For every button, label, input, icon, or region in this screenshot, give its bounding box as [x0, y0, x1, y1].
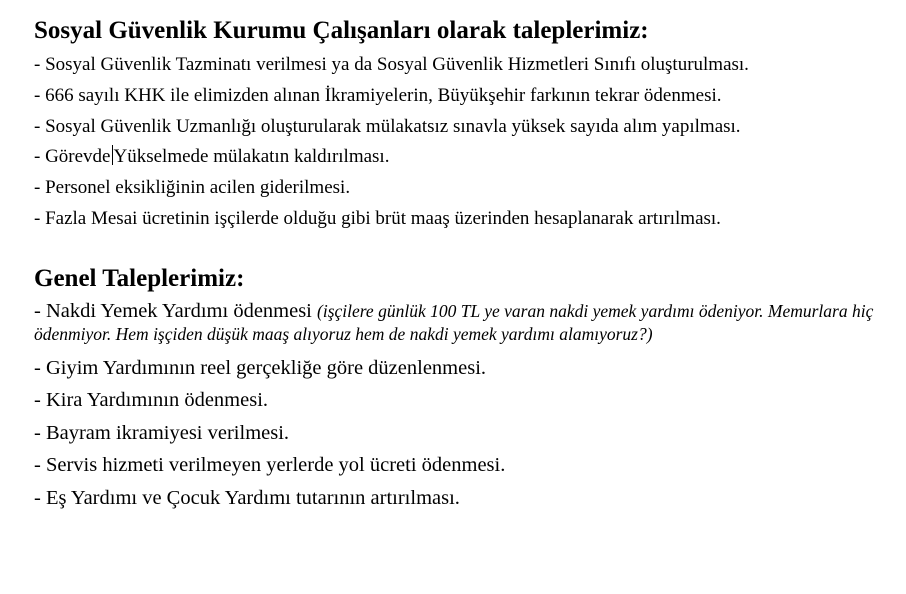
sgk-employees-demands-section — [34, 14, 894, 235]
general-demands-section — [34, 262, 894, 515]
list-item: - Sosyal Güvenlik Tazminatı verilmesi ya da Sosyal Güvenlik Hizmetleri Sınıfı oluşturulması. — [34, 54, 749, 75]
list-item: - Bayram ikramiyesi verilmesi. — [34, 421, 290, 444]
section-heading: Genel Taleplerimiz: — [34, 264, 245, 292]
demands-list — [34, 50, 894, 235]
list-item-text: - Nakdi Yemek Yardımı ödenmesi — [34, 299, 318, 322]
demands-list — [34, 298, 894, 515]
list-item-text: Yükselmede mülakatın kaldırılması. — [113, 146, 390, 168]
list-item: - Personel eksikliğinin acilen giderilmesi. — [34, 177, 351, 199]
list-item: - Giyim Yardımının reel gerçekliğe göre düzenlenmesi. — [34, 356, 487, 379]
list-item-note: (işçilere günlük 100 TL ye varan nakdi yemek yardımı ödeniyor. Memurlara hiç ödenmiyor. Hem işçiden düşük maaş alıyoruz hem de nakdi yemek yardımı alamıyoruz?) — [34, 300, 874, 344]
list-item: - 666 sayılı KHK ile elimizden alınan İkramiyelerin, Büyükşehir farkının tekrar ödenmesi. — [34, 84, 722, 106]
list-item: - Fazla Mesai ücretinin işçilerde olduğu gibi brüt maaş üzerinden hesaplanarak artırılması. — [34, 207, 721, 229]
list-item-text: - Görevde — [34, 146, 111, 168]
list-item: - Eş Yardımı ve Çocuk Yardımı tutarının artırılması. — [34, 486, 460, 509]
section-heading: Sosyal Güvenlik Kurumu Çalışanları olarak taleplerimiz: — [34, 17, 649, 44]
list-item: - Kira Yardımının ödenmesi. — [34, 389, 269, 412]
text-cursor — [112, 145, 113, 165]
document-page — [34, 14, 894, 514]
list-item: - Servis hizmeti verilmeyen yerlerde yol ücreti ödenmesi. — [34, 454, 506, 477]
list-item — [34, 142, 894, 173]
list-item — [34, 298, 880, 346]
list-item: - Sosyal Güvenlik Uzmanlığı oluşturularak mülakatsız sınavla yüksek sayıda alım yapılması. — [34, 115, 741, 137]
